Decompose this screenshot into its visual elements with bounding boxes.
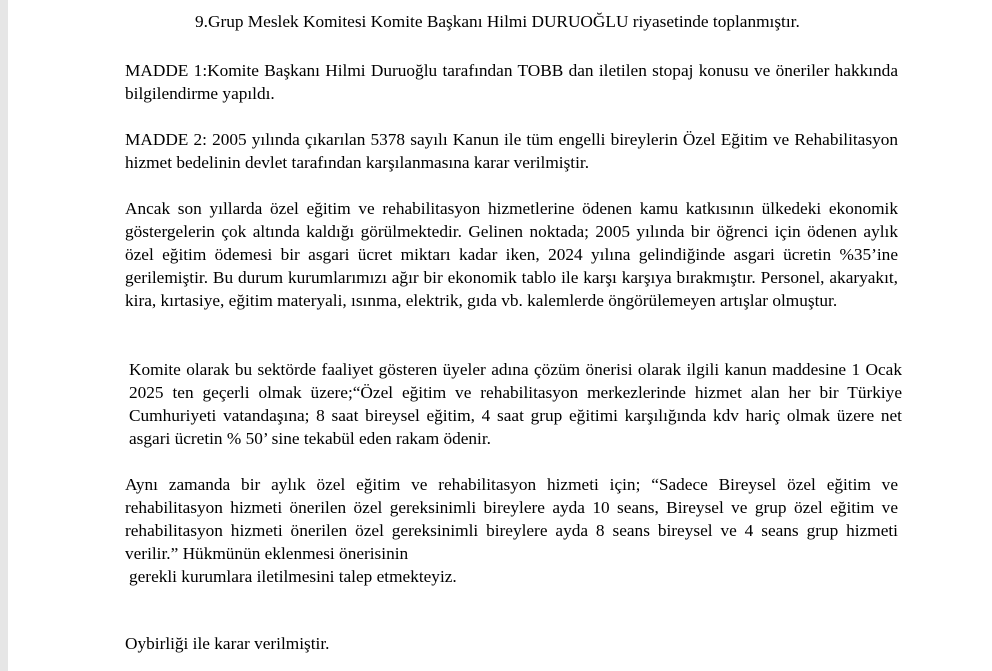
paragraph-decision: Oybirliği ile karar verilmiştir. xyxy=(125,634,330,653)
document-page xyxy=(8,0,992,671)
paragraph-economic-context: Ancak son yıllarda özel eğitim ve rehabilitasyon hizmetlerine ödenen kamu katkısının ülkedeki ekonomik göstergelerin çok altında kaldığı görülmektedir. Gelinen noktada; 2005 yılında bir öğrenci için ödenen aylık özel eğitim ödemesi bir asgari ücret miktarı kadar iken, 2024 yılına gelindiğinde asgari ücretin %35’ine gerilemiştir. Bu durum kurumlarımızı ağır bir ekonomik tablo ile karşı karşıya bırakmıştır. Personel, akaryakıt, kira, kırtasiye, eğitim materyali, ısınma, elektrik, gıda vb. kalemlerde öngörülemeyen artışlar olmuştur. xyxy=(125,199,898,310)
paragraph-madde-2: MADDE 2: 2005 yılında çıkarılan 5378 sayılı Kanun ile tüm engelli bireylerin Özel Eğitim ve Rehabilitasyon hizmet bedelinin devlet tarafından karşılanmasına karar verilmiştir. xyxy=(125,130,898,172)
paragraph-committee-proposal: Komite olarak bu sektörde faaliyet gösteren üyeler adına çözüm önerisi olarak ilgili kanun maddesine 1 Ocak 2025 ten geçerli olmak üzere;“Özel eğitim ve rehabilitasyon merkezlerinde hizmet alan her bir Türkiye Cumhuriyeti vatandaşına; 8 saat bireysel eğitim, 4 saat grup eğitimi karşılığında kdv hariç olmak üzere net asgari ücretin % 50’ sine tekabül eden rakam ödenir. xyxy=(129,360,902,448)
page-heading: 9.Grup Meslek Komitesi Komite Başkanı Hilmi DURUOĞLU riyasetinde toplanmıştır. xyxy=(195,12,800,31)
paragraph-monthly-service-text: Aynı zamanda bir aylık özel eğitim ve rehabilitasyon hizmeti için; “Sadece Bireysel özel eğitim ve rehabilitasyon hizmeti önerilen özel gereksinimli bireylere ayda 10 seans, Bireysel ve grup özel eğitim ve rehabilitasyon hizmeti önerilen özel gereksinimli bireylere ayda 8 seans bireysel ve 4 seans grup hizmeti verilir.” Hükmünün eklenmesi önerisinin xyxy=(125,475,898,563)
paragraph-madde-1: MADDE 1:Komite Başkanı Hilmi Duruoğlu tarafından TOBB dan iletilen stopaj konusu ve öneriler hakkında bilgilendirme yapıldı. xyxy=(125,61,898,103)
paragraph-request-line: gerekli kurumlara iletilmesini talep etmekteyiz. xyxy=(129,567,457,586)
paragraph-monthly-service xyxy=(125,473,898,588)
